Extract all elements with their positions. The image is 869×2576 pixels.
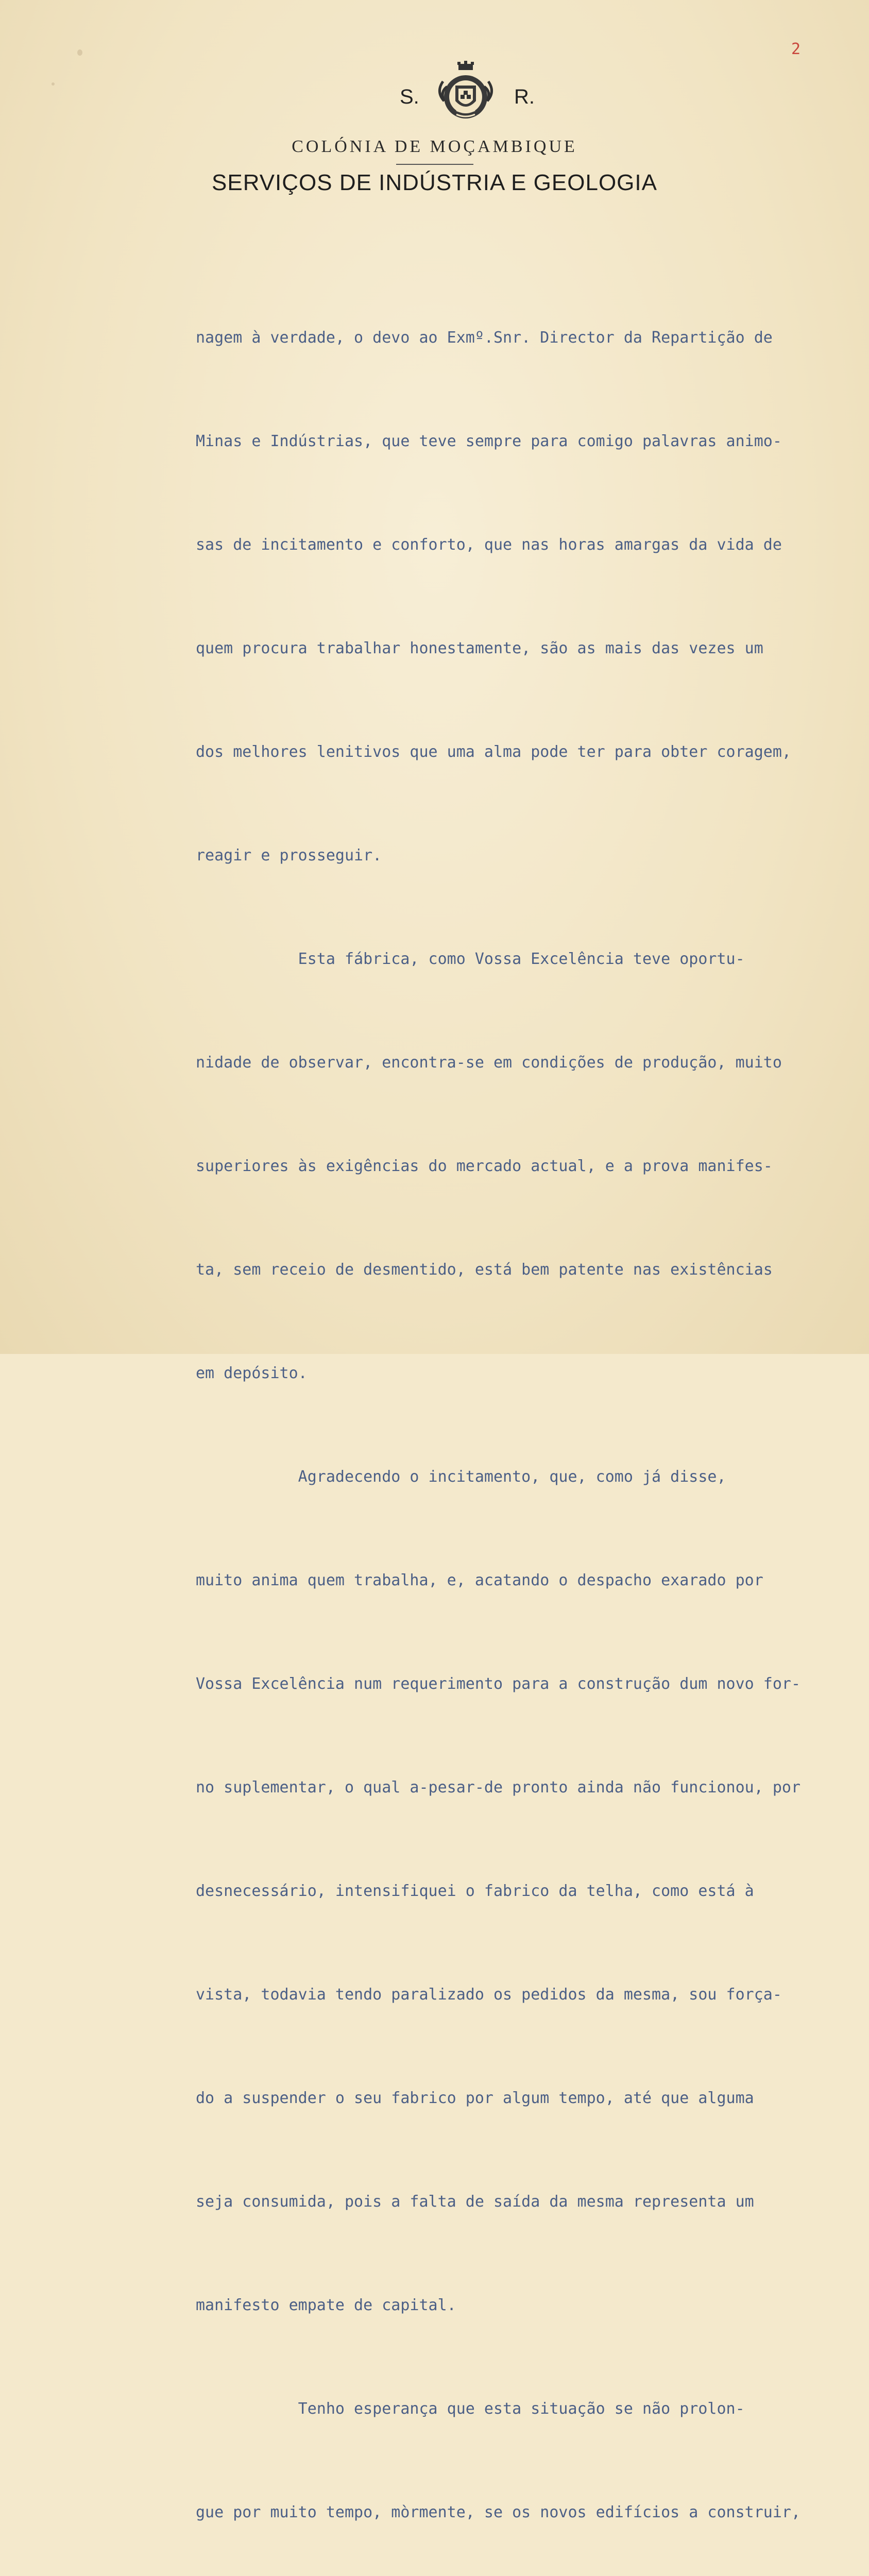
body-line: ta, sem receio de desmentido, está bem patente nas existências	[196, 1261, 773, 1279]
body-line: seja consumida, pois a falta de saída da mesma representa um	[196, 2193, 754, 2211]
page-number: 2	[791, 40, 801, 58]
body-line: nidade de observar, encontra-se em condições de produção, muito	[196, 1054, 782, 1072]
body-line: dos melhores lenitivos que uma alma pode ter para obter coragem,	[196, 743, 791, 761]
paper-stain	[77, 49, 82, 56]
body-line: nagem à verdade, o devo ao Exmº.Snr. Director da Repartição de	[196, 329, 773, 347]
letterhead	[0, 61, 869, 196]
body-line: Minas e Indústrias, que teve sempre para comigo palavras animo-	[196, 432, 782, 450]
right-initial: R.	[514, 86, 535, 108]
body-line: manifesto empate de capital.	[196, 2296, 456, 2314]
body-line: no suplementar, o qual a-pesar-de pronto ainda não funcionou, por	[196, 1778, 800, 1797]
body-line: em depósito.	[196, 1364, 308, 1382]
department-name: SERVIÇOS DE INDÚSTRIA E GEOLOGIA	[212, 170, 657, 195]
colony-name: COLÓNIA DE MOÇAMBIQUE	[292, 137, 577, 156]
body-line: gue por muito tempo, mòrmente, se os novos edifícios a construir,	[196, 2503, 800, 2521]
coat-of-arms-icon	[434, 61, 498, 125]
body-line: Tenho esperança que esta situação se não prolon-	[196, 2400, 745, 2418]
body-line: desnecessário, intensifiquei o fabrico da telha, como está à	[196, 1882, 754, 1900]
letter-body	[196, 251, 860, 2576]
left-initial: S.	[400, 86, 419, 108]
body-line: do a suspender o seu fabrico por algum tempo, até que alguma	[196, 2089, 754, 2107]
body-line: muito anima quem trabalha, e, acatando o despacho exarado por	[196, 1571, 763, 1589]
body-line: sas de incitamento e conforto, que nas horas amargas da vida de	[196, 536, 782, 554]
letterhead-divider	[396, 164, 473, 165]
letterhead-emblem-row	[0, 61, 869, 128]
body-line: Agradecendo o incitamento, que, como já disse,	[196, 1468, 726, 1486]
body-line: vista, todavia tendo paralizado os pedidos da mesma, sou força-	[196, 1986, 782, 2004]
body-line: quem procura trabalhar honestamente, são as mais das vezes um	[196, 639, 763, 657]
body-line: superiores às exigências do mercado actual, e a prova manifes-	[196, 1157, 773, 1175]
body-line: reagir e prosseguir.	[196, 846, 382, 865]
body-line: Esta fábrica, como Vossa Excelência teve oportu-	[196, 950, 745, 968]
body-line: Vossa Excelência num requerimento para a construção dum novo for-	[196, 1675, 800, 1693]
